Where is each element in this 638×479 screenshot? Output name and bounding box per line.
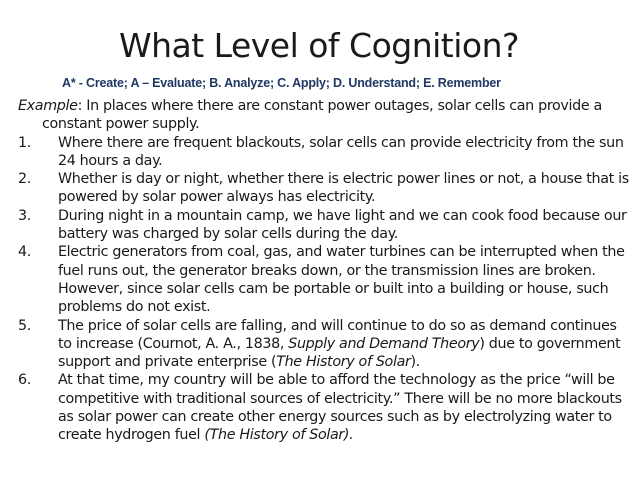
page-title: What Level of Cognition? bbox=[118, 26, 520, 65]
item-citation: (The History of Solar). bbox=[204, 427, 354, 444]
example-label: Example bbox=[18, 98, 78, 114]
slide-body bbox=[18, 97, 630, 445]
list-item bbox=[18, 207, 630, 244]
item-text: During night in a mountain camp, we have light and we can cook food because our battery was charged by solar cells during the day. bbox=[58, 207, 627, 243]
item-text: ). bbox=[410, 354, 420, 371]
list-item bbox=[18, 371, 630, 444]
list-item bbox=[18, 170, 630, 207]
list-item bbox=[18, 317, 630, 372]
example-paragraph bbox=[18, 97, 630, 134]
item-text: Where there are frequent blackouts, solar cells can provide electricity from the sun 24 hours a day. bbox=[58, 134, 624, 169]
item-citation: The History of Solar bbox=[276, 354, 411, 371]
numbered-list bbox=[18, 134, 630, 445]
item-text: Electric generators from coal, gas, and water turbines can be interrupted when the fuel runs out, the generator breaks down, or the transmission lines are broken. However, since solar cells cam be portable or built into a building or house, such problems do not exist. bbox=[58, 244, 625, 316]
item-number: 6. bbox=[18, 372, 31, 389]
item-citation: Supply and Demand Theory bbox=[288, 335, 480, 352]
item-number: 3. bbox=[18, 207, 31, 224]
example-text: : In places where there are constant power outages, solar cells can provide a constant power supply. bbox=[42, 98, 602, 133]
item-text: At that time, my country will be able to afford the technology as the price “will be competitive with traditional sources of electricity.” There will be no more blackouts as solar power can create other energy sources such as by electrolyzing water to create hydrogen fuel bbox=[58, 372, 622, 444]
item-number: 2. bbox=[18, 171, 31, 188]
item-text: Whether is day or night, whether there is electric power lines or not, a house that is powered by solar power always has electricity. bbox=[58, 171, 629, 206]
item-text: ) due to government support and private enterprise ( bbox=[58, 335, 621, 371]
cognition-levels-subtitle: A* - Create; A – Evaluate; B. Analyze; C. Apply; D. Understand; E. Remember bbox=[62, 76, 501, 90]
item-text: The price of solar cells are falling, and will continue to do so as demand continues to increase (Cournot, A. A., 1838, bbox=[58, 317, 617, 352]
item-number: 4. bbox=[18, 244, 31, 261]
list-item bbox=[18, 243, 630, 316]
item-number: 5. bbox=[18, 317, 31, 334]
item-number: 1. bbox=[18, 134, 31, 151]
list-item bbox=[18, 134, 630, 171]
